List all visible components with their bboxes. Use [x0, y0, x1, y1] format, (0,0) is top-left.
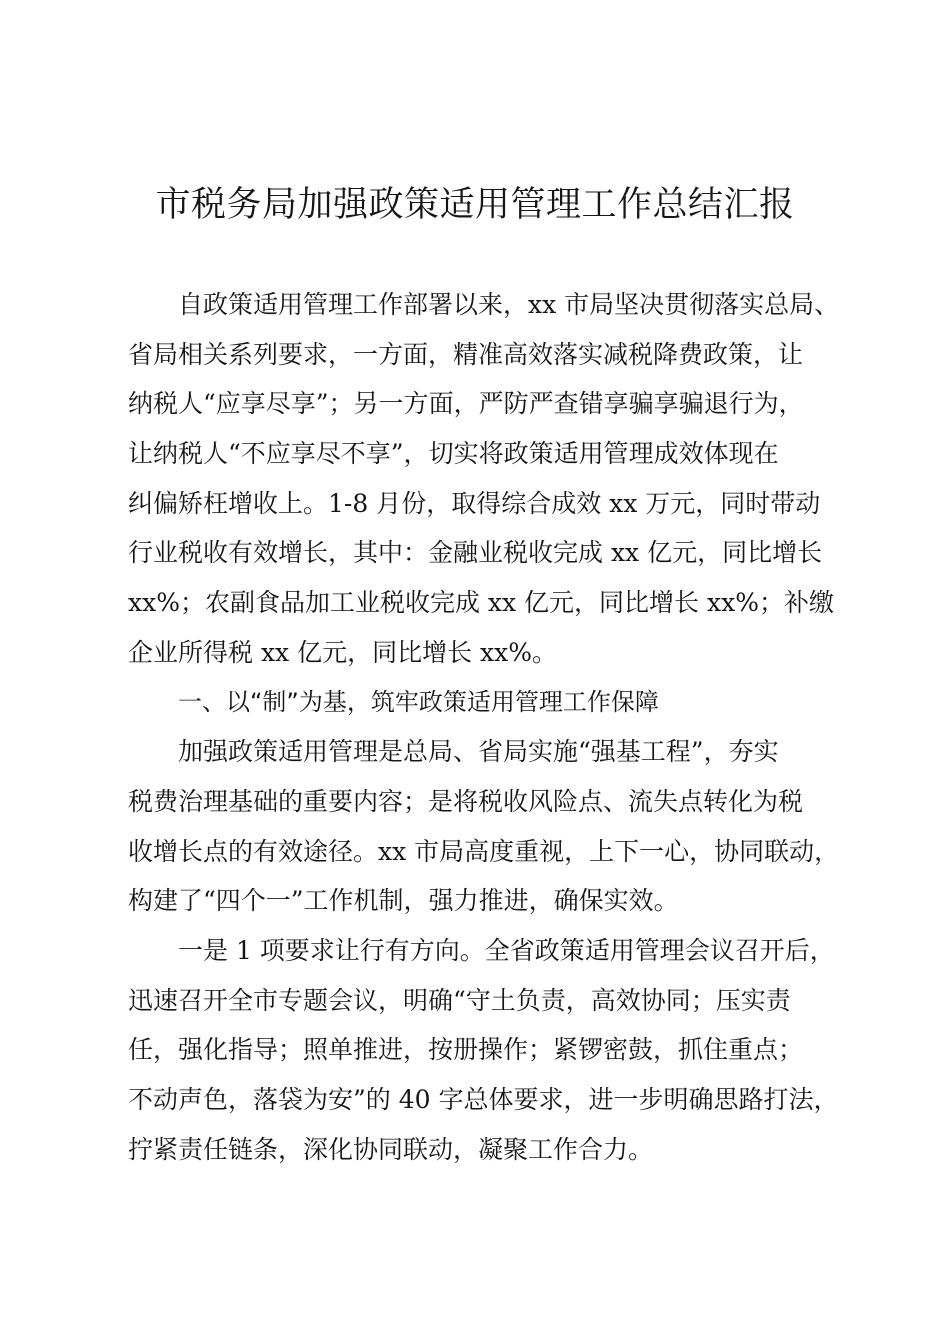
document-body	[128, 280, 858, 1174]
paragraph-line: 省局相关系列要求，一方面，精准高效落实减税降费政策，让	[128, 339, 804, 369]
paragraph-line: 一是 1 项要求让行有方向。全省政策适用管理会议召开后，	[178, 935, 835, 965]
paragraph-line: 拧紧责任链条，深化协同联动，凝聚工作合力。	[128, 1134, 654, 1164]
paragraph-line: 行业税收有效增长，其中：金融业税收完成 xx 亿元，同比增长	[128, 538, 823, 568]
paragraph-line: 纠偏矫枉增收上。1-8 月份，取得综合成效 xx 万元，同时带动	[128, 488, 821, 518]
document-title: 市税务局加强政策适用管理工作总结汇报	[155, 185, 795, 225]
section-heading: 一、以“制”为基，筑牢政策适用管理工作保障	[178, 687, 659, 716]
paragraph-line: 企业所得税 xx 亿元，同比增长 xx%。	[128, 637, 557, 667]
paragraph-line: 纳税人“应享尽享”；另一方面，严防严查错享骗享骗退行为，	[128, 389, 804, 419]
paragraph-line: 让纳税人“不应享尽不享”，切实将政策适用管理成效体现在	[128, 439, 779, 469]
paragraph-line: 加强政策适用管理是总局、省局实施“强基工程”，夯实	[178, 737, 779, 767]
paragraph-line: 收增长点的有效途径。xx 市局高度重视，上下一心，协同联动，	[128, 836, 840, 866]
paragraph-line: xx%；农副食品加工业税收完成 xx 亿元，同比增长 xx%；补缴	[128, 588, 834, 618]
paragraph-line: 自政策适用管理工作部署以来，xx 市局坚决贯彻落实总局、	[178, 290, 840, 319]
paragraph-line: 构建了“四个一”工作机制，强力推进，确保实效。	[128, 886, 679, 916]
paragraph-line: 不动声色，落袋为安”的 40 字总体要求，进一步明确思路打法，	[128, 1085, 839, 1114]
paragraph-line: 税费治理基础的重要内容；是将税收风险点、流失点转化为税	[128, 786, 804, 816]
paragraph-line: 任，强化指导；照单推进，按册操作；紧锣密鼓，抓住重点；	[128, 1035, 804, 1065]
paragraph-line: 迅速召开全市专题会议，明确“守土负责，高效协同；压实责	[128, 985, 791, 1015]
